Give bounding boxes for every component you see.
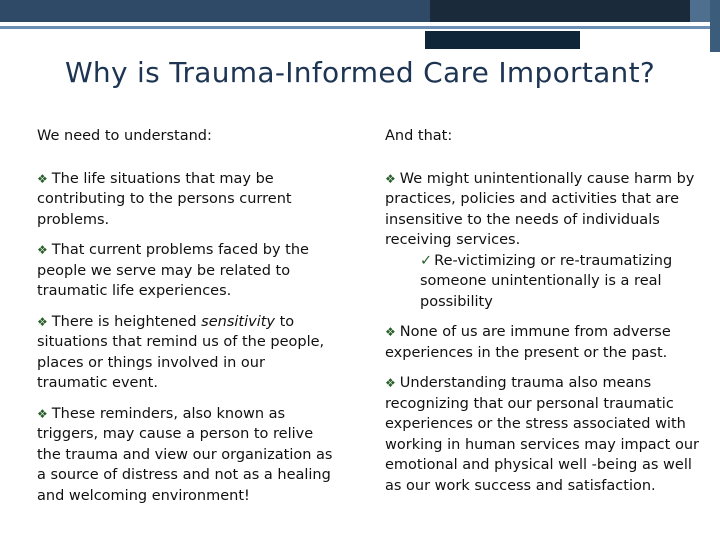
left-point: ❖ There is heightened sensitivity to situations that remind us of the people, places or things involved in our traumatic event.: [37, 313, 325, 391]
checkmark-icon: ✓: [420, 252, 433, 269]
left-heading: We need to understand:: [37, 128, 212, 144]
left-point: ❖ The life situations that may be contributing to the persons current problems.: [37, 170, 292, 228]
diamond-bullet-icon: ❖: [385, 171, 396, 186]
right-column: [385, 126, 705, 506]
banner-tab: [425, 31, 580, 49]
diamond-bullet-icon: ❖: [37, 243, 48, 257]
slide-title: Why is Trauma-Informed Care Important?: [64, 56, 656, 89]
diamond-bullet-icon: ❖: [385, 376, 396, 390]
top-banner: [0, 0, 720, 22]
banner-band: [0, 0, 430, 22]
right-point: ❖ We might unintentionally cause harm by practices, policies and activities that are insensitive to the needs of individuals receiving services.: [385, 170, 695, 248]
diamond-bullet-icon: ❖: [385, 325, 396, 339]
left-column: [37, 126, 337, 516]
diamond-bullet-icon: ❖: [37, 171, 48, 186]
right-point: ❖ Understanding trauma also means recognizing that our personal traumatic experiences or the stress associated with working in human services may impact our emotional and physical well -being as well as our work success and satisfaction.: [385, 375, 699, 494]
banner-edge: [710, 0, 720, 52]
left-point: ❖ These reminders, also known as triggers, may cause a person to relive the trauma and view our organization as a source of distress and not as a healing and welcoming environment!: [37, 405, 333, 504]
right-subpoint: ✓ Re-victimizing or re-traumatizing someone unintentionally is a real possibility: [420, 252, 673, 310]
right-heading: And that:: [385, 128, 453, 144]
diamond-bullet-icon: ❖: [37, 314, 48, 329]
left-point: ❖ That current problems faced by the people we serve may be related to traumatic life experiences.: [37, 242, 309, 299]
right-point: ❖ None of us are immune from adverse experiences in the present or the past.: [385, 324, 671, 361]
banner-band-dark: [430, 0, 690, 22]
diamond-bullet-icon: ❖: [37, 406, 48, 421]
banner-rule: [0, 26, 720, 29]
